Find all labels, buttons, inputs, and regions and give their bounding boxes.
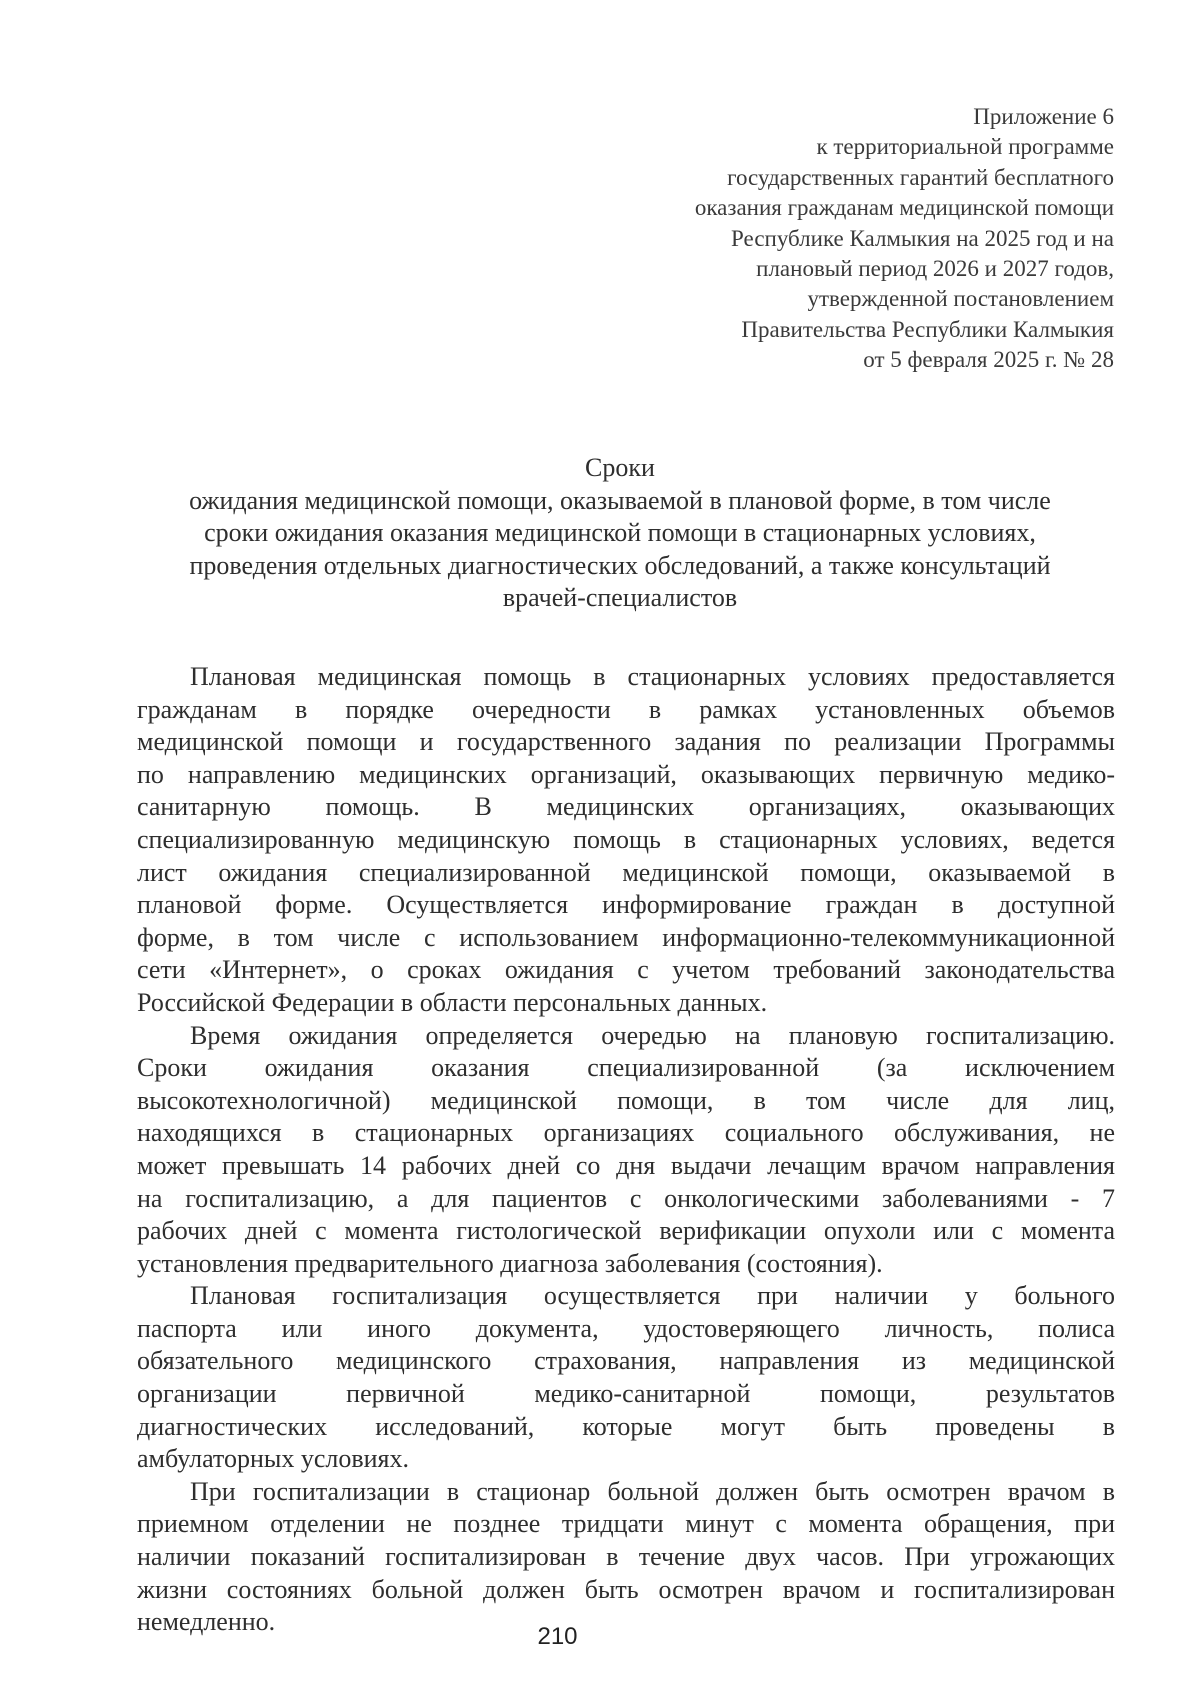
- text-line: на госпитализацию, а для пациентов с онкологическими заболеваниями - 7: [137, 1183, 1115, 1213]
- document-body: [137, 661, 1115, 1639]
- header-line: Приложение 6: [973, 104, 1114, 129]
- text-line: приемном отделении не позднее тридцати минут с момента обращения, при: [137, 1509, 1115, 1539]
- paragraph-3: [137, 1280, 1115, 1476]
- title-line: ожидания медицинской помощи, оказываемой в плановой форме, в том числе: [189, 485, 1051, 515]
- text-line: сети «Интернет», о сроках ожидания с учетом требований законодательства: [137, 955, 1115, 985]
- text-line: рабочих дней с момента гистологической верификации опухоли или с момента: [137, 1216, 1115, 1246]
- text-line: обязательного медицинского страхования, направления из медицинской: [137, 1346, 1115, 1376]
- header-line: к территориальной программе: [816, 134, 1114, 160]
- title-line: проведения отдельных диагностических обследований, а также консультаций: [189, 550, 1051, 580]
- text-line: Российской Федерации в области персональных данных.: [137, 987, 768, 1017]
- title-line: врачей-специалистов: [502, 583, 738, 612]
- text-line: лист ожидания специализированной медицинской помощи, оказываемой в: [137, 857, 1115, 887]
- text-line: гражданам в порядке очередности в рамках установленных объемов: [137, 694, 1115, 724]
- appendix-header: [560, 102, 1114, 376]
- header-line: Республике Калмыкия на 2025 год и на: [731, 225, 1114, 251]
- text-line: амбулаторных условиях.: [137, 1444, 409, 1474]
- header-line: Правительства Республики Калмыкия: [741, 316, 1114, 342]
- text-line: высокотехнологичной) медицинской помощи, в том числе для лиц,: [137, 1085, 1115, 1115]
- text-line: При госпитализации в стационар больной должен быть осмотрен врачом в: [190, 1476, 1115, 1506]
- text-line: Плановая медицинская помощь в стационарных условиях предоставляется: [190, 662, 1115, 691]
- text-line: форме, в том числе с использованием информационно-телекоммуникационной: [137, 922, 1115, 952]
- text-line: санитарную помощь. В медицинских организациях, оказывающих: [137, 792, 1115, 822]
- text-line: установления предварительного диагноза заболевания (состояния).: [137, 1248, 883, 1278]
- text-line: медицинской помощи и государственного задания по реализации Программы: [137, 727, 1115, 757]
- text-line: Время ожидания определяется очередью на плановую госпитализацию.: [190, 1020, 1115, 1050]
- text-line: Плановая госпитализация осуществляется при наличии у больного: [190, 1281, 1115, 1311]
- text-line: наличии показаний госпитализирован в течение двух часов. При угрожающих: [137, 1542, 1115, 1572]
- text-line: немедленно.: [137, 1607, 276, 1637]
- document-title: [140, 452, 1100, 615]
- header-line: оказания гражданам медицинской помощи: [694, 195, 1114, 221]
- text-line: паспорта или иного документа, удостоверяющего личность, полиса: [137, 1313, 1115, 1343]
- header-line: от 5 февраля 2025 г. № 28: [863, 347, 1114, 373]
- text-line: организации первичной медико-санитарной помощи, результатов: [137, 1379, 1115, 1409]
- text-line: диагностических исследований, которые могут быть проведены в: [137, 1411, 1115, 1441]
- title-line: Сроки: [585, 453, 655, 482]
- text-line: специализированную медицинскую помощь в стационарных условиях, ведется: [137, 824, 1115, 854]
- page-number: 210: [537, 1623, 578, 1650]
- paragraph-1: [137, 661, 1115, 1020]
- text-line: по направлению медицинских организаций, оказывающих первичную медико-: [137, 759, 1115, 789]
- header-line: утвержденной постановлением: [807, 286, 1114, 312]
- text-line: находящихся в стационарных организациях социального обслуживания, не: [137, 1118, 1115, 1148]
- paragraph-2: [137, 1020, 1115, 1281]
- header-line: плановый период 2026 и 2027 годов,: [756, 256, 1114, 282]
- text-line: Сроки ожидания оказания специализированной (за исключением: [137, 1053, 1115, 1083]
- text-line: плановой форме. Осуществляется информирование граждан в доступной: [137, 890, 1115, 920]
- header-line: государственных гарантий бесплатного: [727, 164, 1114, 190]
- title-line: сроки ожидания оказания медицинской помощи в стационарных условиях,: [204, 518, 1036, 547]
- text-line: жизни состояниях больной должен быть осмотрен врачом и госпитализирован: [137, 1574, 1115, 1604]
- text-line: может превышать 14 рабочих дней со дня выдачи лечащим врачом направления: [137, 1150, 1115, 1180]
- paragraph-4: [137, 1476, 1115, 1639]
